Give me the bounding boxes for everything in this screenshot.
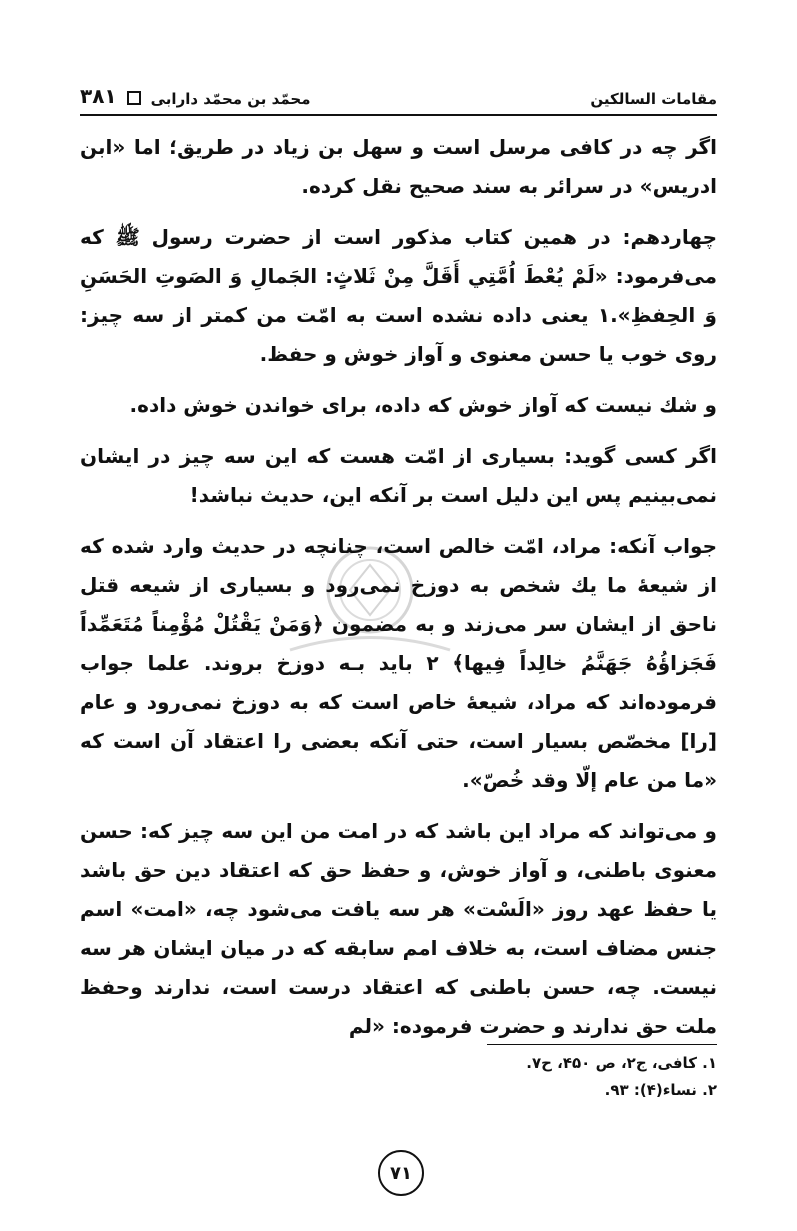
footnote: ۲. نساء(۴): ۹۳. (604, 1081, 717, 1099)
footnote-rule (487, 1044, 717, 1045)
main-text (80, 128, 717, 1058)
footnotes (80, 1050, 717, 1104)
paragraph: و می‌تواند که مراد این باشد که در امت من این سه چیز که: حسن معنوی باطنی، و آواز خوش، و حفظ حق که اعتقاد دین حق باشد یا حفظ عهد روز «الَسْت» هر سه یافت می‌شود چه، «امت» اسم جنس مضاف است، به خلاف امم سابقه که در میان ایشان هر سه نیست. چه، حسن باطنی که اعتقاد درست است، ندارند وحفظ ملت حق ندارند و حضرت فرموده: «لم (80, 819, 717, 1038)
running-header (80, 78, 717, 108)
paragraph: چهاردهم: در همین کتاب مذکور است از حضرت رسول ﷺ که می‌فرمود: «لَمْ یُعْطَ اُمَّتِي أَقَلَّ مِنْ ثَلاثٍ: الجَمالِ وَ الصَوتِ الحَسَنِ وَ الحِفظِ».۱ یعنی داده نشده است به امّت من کمتر از سه چیز: روی خوب یا حسن معنوی و آواز خوش و حفظ. (80, 225, 717, 366)
header-page-number: ۳۸۱ (80, 84, 117, 108)
square-separator-icon (127, 91, 141, 105)
paragraph: اگر کسی گوید: بسیاری از امّت هست که این سه چیز در ایشان نمی‌بینیم پس این دلیل است بر آنکه این، حدیث نباشد! (80, 444, 717, 507)
footnote: ۱. کافی، ج۲، ص ۴۵۰، ح۷. (526, 1054, 717, 1072)
paragraph: و شك نیست که آواز خوش که داده، برای خواندن خوش داده. (129, 393, 717, 417)
header-book-title: مقامات السالکین (590, 90, 717, 108)
header-author: محمّد بن محمّد دارابی (150, 90, 311, 108)
page-number-badge: ۷۱ (378, 1150, 424, 1196)
header-author-page (80, 84, 310, 108)
paragraph: جواب آنکه: مراد، امّت خالص است، چنانچه در حدیث وارد شده که از شیعهٔ ما یك شخص به دوزخ نمی‌رود و بسیاری از شیعه قتل ناحق از ایشان سر می‌زند و به مضمون ﴿وَمَنْ يَقْتُلْ مُؤْمِناً مُتَعَمِّداً فَجَزاؤُهُ جَهَنَّمُ خالِداً فِيها﴾ ۲ باید بـه دوزخ بروند. علما جواب فرموده‌اند که مراد، شیعهٔ خاص است که به دوزخ نمی‌رود و عام [را] مخصّص بسیار است، حتی آنکه بعضی را اعتقاد آن است که «ما من عام إلّا وقد خُصّ». (80, 534, 717, 792)
header-rule (80, 114, 717, 116)
paragraph: اگر چه در کافی مرسل است و سهل بن زیاد در طریق؛ اما «ابن ادریس» در سرائر به سند صحیح نقل کرده. (80, 135, 717, 198)
